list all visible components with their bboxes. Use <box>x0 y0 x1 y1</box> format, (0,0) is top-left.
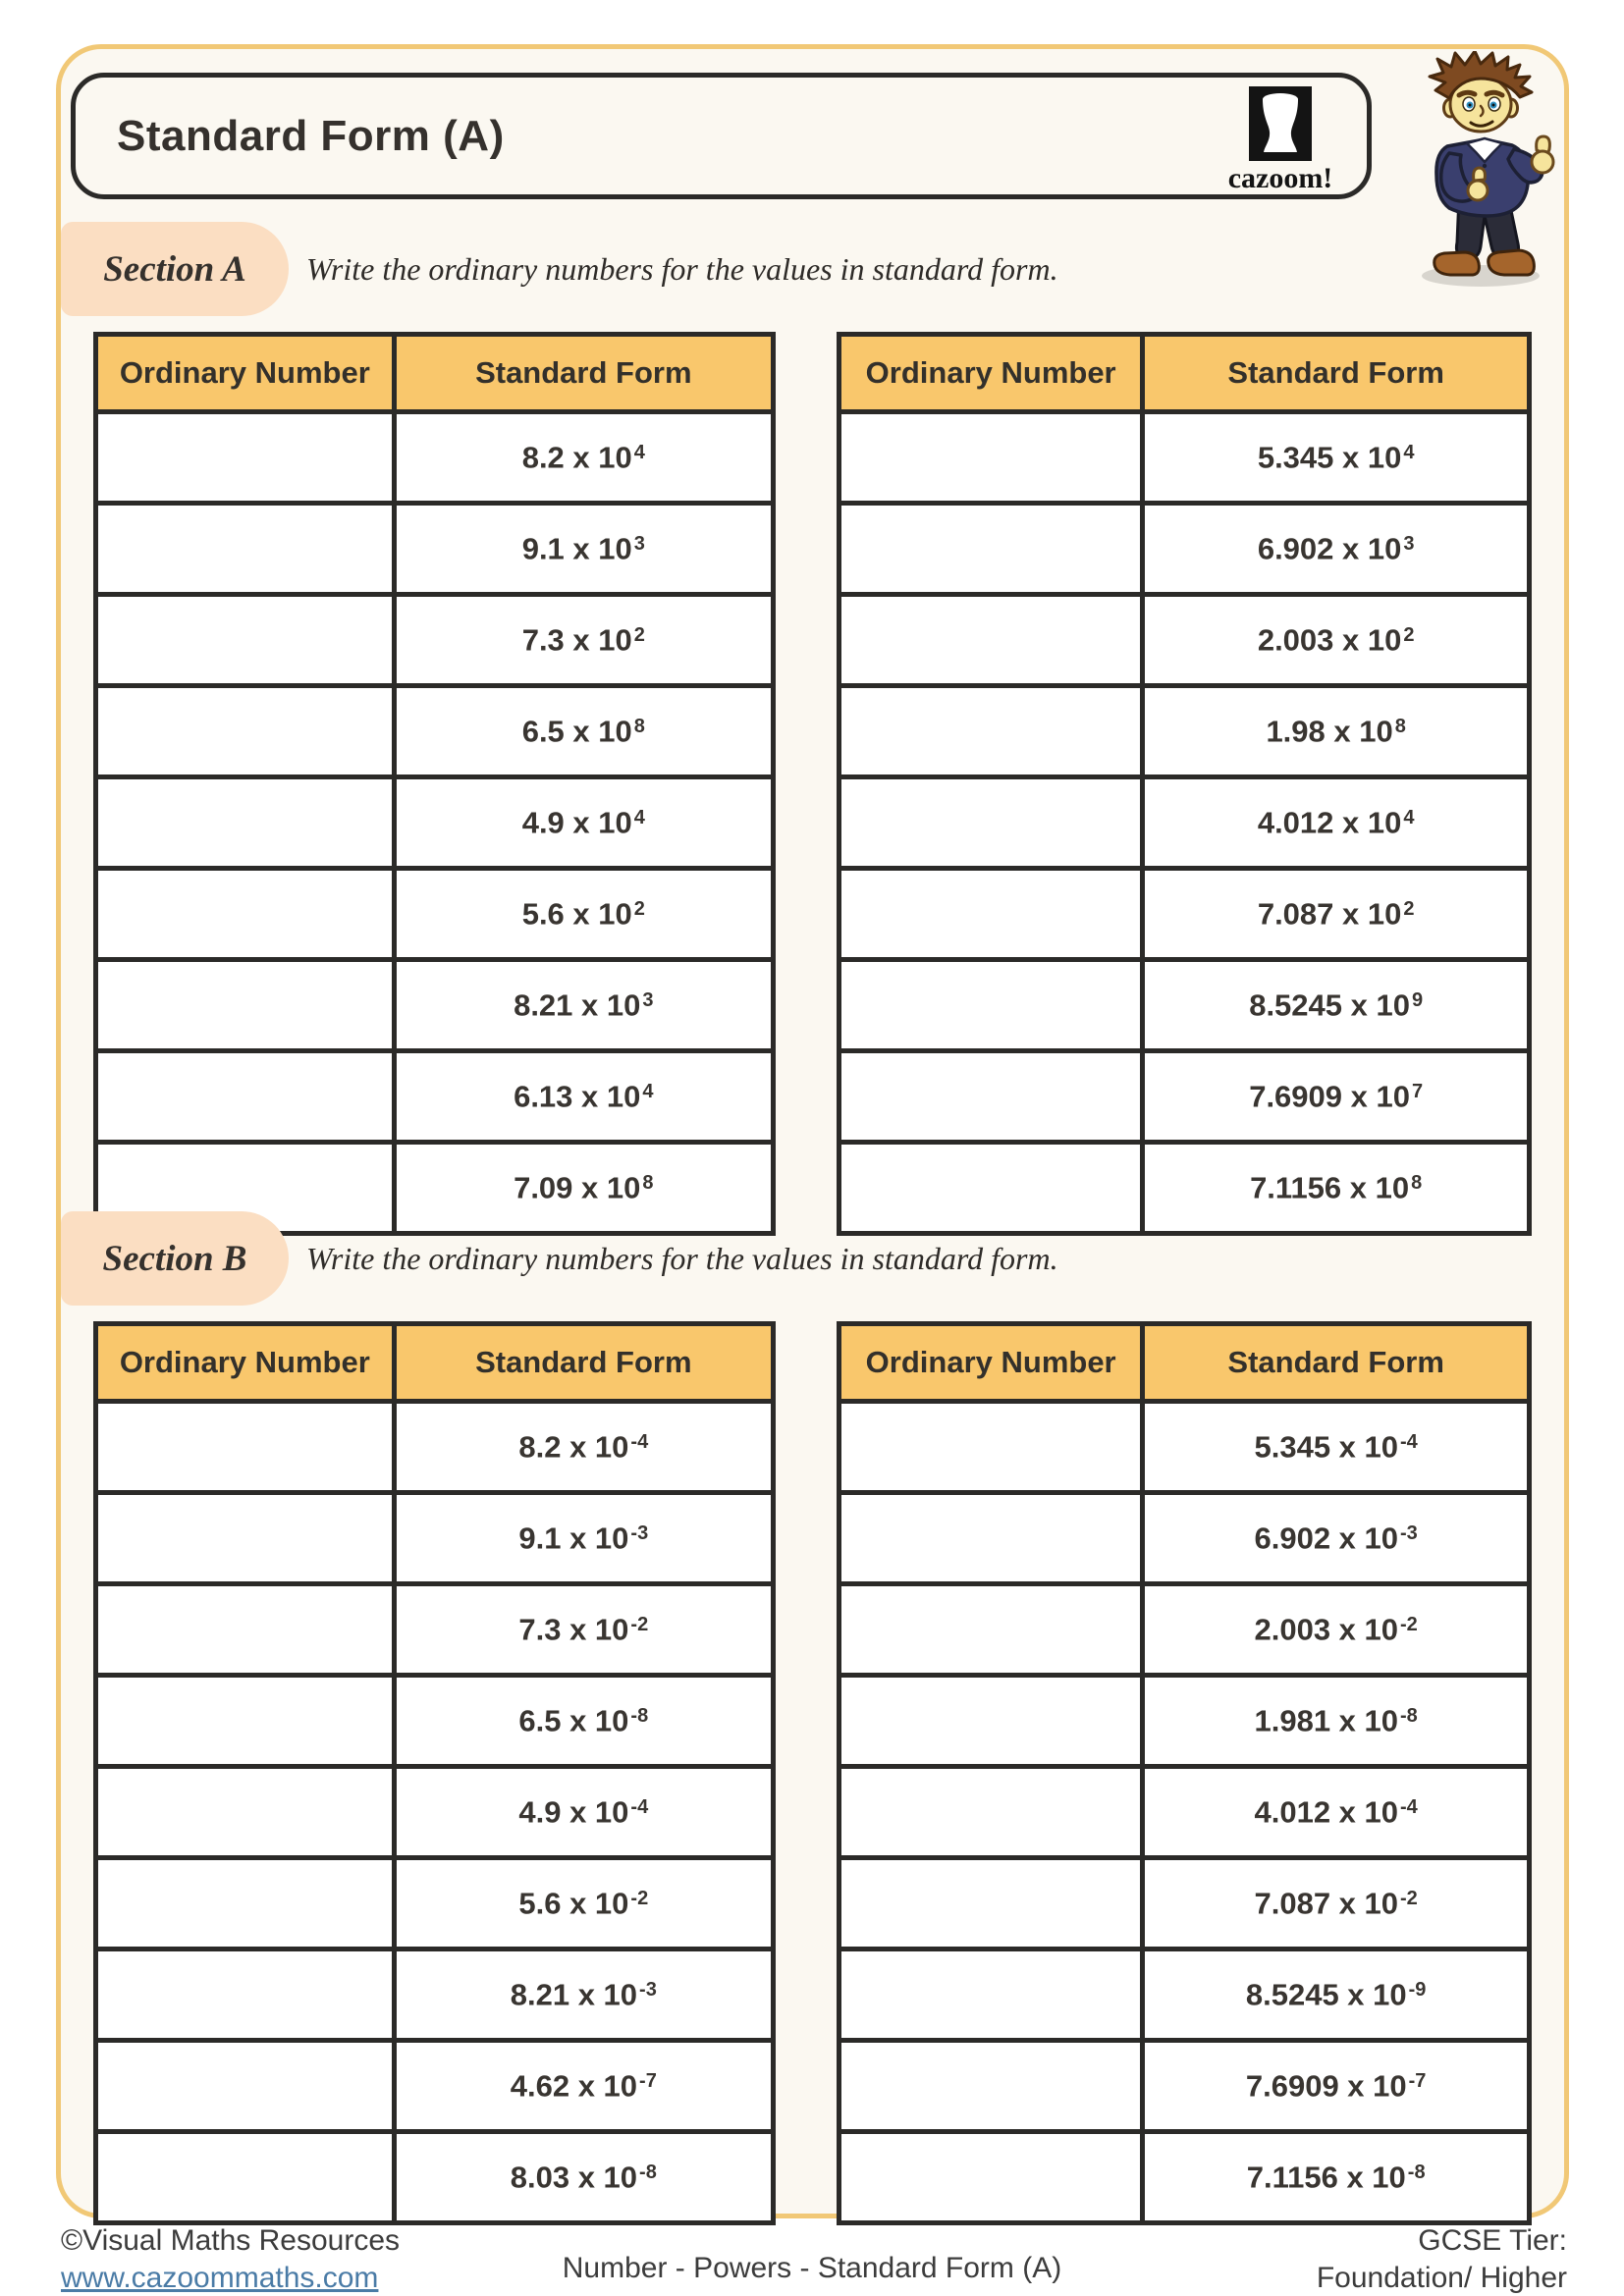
ordinary-number-blank-cell <box>839 504 1143 595</box>
standard-form-value: 4.012 x 10 $^{-4}$ <box>1143 1767 1530 1858</box>
table-row <box>96 1949 774 2041</box>
ordinary-number-header: Ordinary Number <box>839 335 1143 412</box>
ordinary-number-blank-cell <box>839 1858 1143 1949</box>
table-header-row <box>96 1324 774 1402</box>
standard-form-value: 4.9 x 10 $^{-4}$ <box>394 1767 773 1858</box>
footer-center-text: Number - Powers - Standard Form (A) <box>562 2252 1062 2284</box>
table-row <box>839 869 1530 960</box>
ordinary-number-blank-cell <box>96 1767 395 1858</box>
table-row <box>839 960 1530 1051</box>
ordinary-number-blank-cell <box>96 1493 395 1584</box>
section-a-table-right <box>837 332 1532 1236</box>
table-row <box>839 1584 1530 1676</box>
gcse-tier-label: GCSE Tier: <box>1418 2224 1567 2257</box>
table-header-row <box>839 1324 1530 1402</box>
table-row <box>839 1949 1530 2041</box>
section-b-table-right <box>837 1321 1532 2225</box>
ordinary-number-blank-cell <box>96 777 395 869</box>
standard-form-value: 6.902 x 10 $^3$ <box>1143 504 1530 595</box>
table-row <box>839 1143 1530 1234</box>
ordinary-number-blank-cell <box>96 1402 395 1493</box>
standard-form-value: 8.03 x 10 $^{-8}$ <box>394 2132 773 2223</box>
table-row <box>839 686 1530 777</box>
standard-form-value: 7.087 x 10 $^2$ <box>1143 869 1530 960</box>
standard-form-value: 6.5 x 10 $^{-8}$ <box>394 1676 773 1767</box>
table-row <box>839 1493 1530 1584</box>
copyright-text: ©Visual Maths Resources <box>61 2224 401 2257</box>
standard-form-value: 9.1 x 10 $^3$ <box>394 504 773 595</box>
ordinary-number-blank-cell <box>839 2041 1143 2132</box>
ordinary-number-blank-cell <box>96 686 395 777</box>
page-title: Standard Form (A) <box>117 111 505 160</box>
ordinary-number-blank-cell <box>839 1143 1143 1234</box>
table-row <box>839 1402 1530 1493</box>
table-row <box>96 504 774 595</box>
ordinary-number-blank-cell <box>839 1584 1143 1676</box>
ordinary-number-blank-cell <box>839 1767 1143 1858</box>
standard-form-value: 7.3 x 10 $^{-2}$ <box>394 1584 773 1676</box>
standard-form-value: 7.3 x 10 $^2$ <box>394 595 773 686</box>
ordinary-number-blank-cell <box>839 1402 1143 1493</box>
standard-form-value: 8.2 x 10 $^4$ <box>394 412 773 504</box>
ordinary-number-blank-cell <box>96 2041 395 2132</box>
standard-form-value: 5.345 x 10 $^4$ <box>1143 412 1530 504</box>
cazoom-drum-icon <box>1249 86 1312 161</box>
ordinary-number-blank-cell <box>96 1676 395 1767</box>
standard-form-value: 7.1156 x 10 $^8$ <box>1143 1143 1530 1234</box>
cazoom-logo-text: cazoom! <box>1227 162 1333 194</box>
standard-form-value: 7.087 x 10 $^{-2}$ <box>1143 1858 1530 1949</box>
standard-form-value: 8.5245 x 10 $^{-9}$ <box>1143 1949 1530 2041</box>
section-a-instruction: Write the ordinary numbers for the values in standard form. <box>306 251 1058 287</box>
ordinary-number-blank-cell <box>839 686 1143 777</box>
standard-form-value: 6.902 x 10 $^{-3}$ <box>1143 1493 1530 1584</box>
section-b-instruction: Write the ordinary numbers for the values in standard form. <box>306 1241 1058 1276</box>
table-row <box>839 1051 1530 1143</box>
table-row <box>96 1493 774 1584</box>
table-row <box>839 412 1530 504</box>
ordinary-number-blank-cell <box>96 1584 395 1676</box>
standard-form-value: 1.98 x 10 $^8$ <box>1143 686 1530 777</box>
section-b-table-left <box>93 1321 776 2225</box>
standard-form-value: 1.981 x 10 $^{-8}$ <box>1143 1676 1530 1767</box>
standard-form-value: 5.345 x 10 $^{-4}$ <box>1143 1402 1530 1493</box>
mascot-boy-illustration <box>1382 51 1569 292</box>
table-row <box>839 1767 1530 1858</box>
table-header-row <box>96 335 774 412</box>
table-row <box>839 2132 1530 2223</box>
table-row <box>96 1402 774 1493</box>
ordinary-number-blank-cell <box>839 595 1143 686</box>
section-a-label <box>61 222 289 316</box>
table-header-row <box>839 335 1530 412</box>
footer-right <box>1317 2222 1567 2296</box>
ordinary-number-blank-cell <box>839 1493 1143 1584</box>
section-a-table-left <box>93 332 776 1236</box>
standard-form-value: 8.2 x 10 $^{-4}$ <box>394 1402 773 1493</box>
standard-form-value: 8.21 x 10 $^3$ <box>394 960 773 1051</box>
standard-form-value: 9.1 x 10 $^{-3}$ <box>394 1493 773 1584</box>
table-row <box>839 595 1530 686</box>
ordinary-number-blank-cell <box>96 1858 395 1949</box>
table-row <box>96 2132 774 2223</box>
ordinary-number-header: Ordinary Number <box>96 335 395 412</box>
ordinary-number-blank-cell <box>839 777 1143 869</box>
ordinary-number-blank-cell <box>96 1949 395 2041</box>
ordinary-number-blank-cell <box>96 595 395 686</box>
standard-form-value: 6.5 x 10 $^8$ <box>394 686 773 777</box>
standard-form-value: 7.6909 x 10 $^7$ <box>1143 1051 1530 1143</box>
table-row <box>839 1858 1530 1949</box>
ordinary-number-header: Ordinary Number <box>839 1324 1143 1402</box>
standard-form-value: 7.1156 x 10 $^{-8}$ <box>1143 2132 1530 2223</box>
standard-form-value: 7.6909 x 10 $^{-7}$ <box>1143 2041 1530 2132</box>
standard-form-value: 5.6 x 10 $^2$ <box>394 869 773 960</box>
table-row <box>96 1584 774 1676</box>
table-row <box>96 1051 774 1143</box>
standard-form-value: 2.003 x 10 $^2$ <box>1143 595 1530 686</box>
ordinary-number-blank-cell <box>839 2132 1143 2223</box>
standard-form-value: 4.62 x 10 $^{-7}$ <box>394 2041 773 2132</box>
ordinary-number-blank-cell <box>96 869 395 960</box>
table-row <box>96 960 774 1051</box>
section-b-label-text: Section B <box>102 1238 247 1279</box>
ordinary-number-blank-cell <box>839 1676 1143 1767</box>
table-row <box>839 504 1530 595</box>
cazoom-logo <box>1218 86 1343 195</box>
section-a-label-text: Section A <box>103 248 246 290</box>
table-row <box>839 2041 1530 2132</box>
standard-form-value: 8.21 x 10 $^{-3}$ <box>394 1949 773 2041</box>
standard-form-value: 6.13 x 10 $^4$ <box>394 1051 773 1143</box>
ordinary-number-blank-cell <box>96 412 395 504</box>
standard-form-value: 2.003 x 10 $^{-2}$ <box>1143 1584 1530 1676</box>
table-row <box>96 2041 774 2132</box>
section-b-label <box>61 1211 289 1306</box>
standard-form-header: Standard Form <box>1143 1324 1530 1402</box>
ordinary-number-blank-cell <box>96 960 395 1051</box>
table-row <box>96 869 774 960</box>
standard-form-value: 5.6 x 10 $^{-2}$ <box>394 1858 773 1949</box>
ordinary-number-header: Ordinary Number <box>96 1324 395 1402</box>
ordinary-number-blank-cell <box>839 1949 1143 2041</box>
standard-form-header: Standard Form <box>1143 335 1530 412</box>
table-row <box>96 777 774 869</box>
ordinary-number-blank-cell <box>96 1051 395 1143</box>
gcse-tier-value: Foundation/ Higher <box>1316 2262 1567 2294</box>
ordinary-number-blank-cell <box>839 960 1143 1051</box>
table-row <box>96 595 774 686</box>
table-row <box>839 777 1530 869</box>
website-link[interactable]: www.cazoommaths.com <box>61 2262 379 2294</box>
ordinary-number-blank-cell <box>839 412 1143 504</box>
ordinary-number-blank-cell <box>96 2132 395 2223</box>
table-row <box>839 1676 1530 1767</box>
table-row <box>96 412 774 504</box>
ordinary-number-blank-cell <box>96 504 395 595</box>
standard-form-value: 4.012 x 10 $^4$ <box>1143 777 1530 869</box>
standard-form-value: 4.9 x 10 $^4$ <box>394 777 773 869</box>
table-row <box>96 1767 774 1858</box>
ordinary-number-blank-cell <box>839 869 1143 960</box>
ordinary-number-blank-cell <box>839 1051 1143 1143</box>
standard-form-header: Standard Form <box>394 1324 773 1402</box>
table-row <box>96 1676 774 1767</box>
standard-form-value: 8.5245 x 10 $^9$ <box>1143 960 1530 1051</box>
table-row <box>96 1858 774 1949</box>
standard-form-value: 7.09 x 10 $^8$ <box>394 1143 773 1234</box>
title-box <box>71 73 1372 199</box>
table-row <box>96 686 774 777</box>
standard-form-header: Standard Form <box>394 335 773 412</box>
